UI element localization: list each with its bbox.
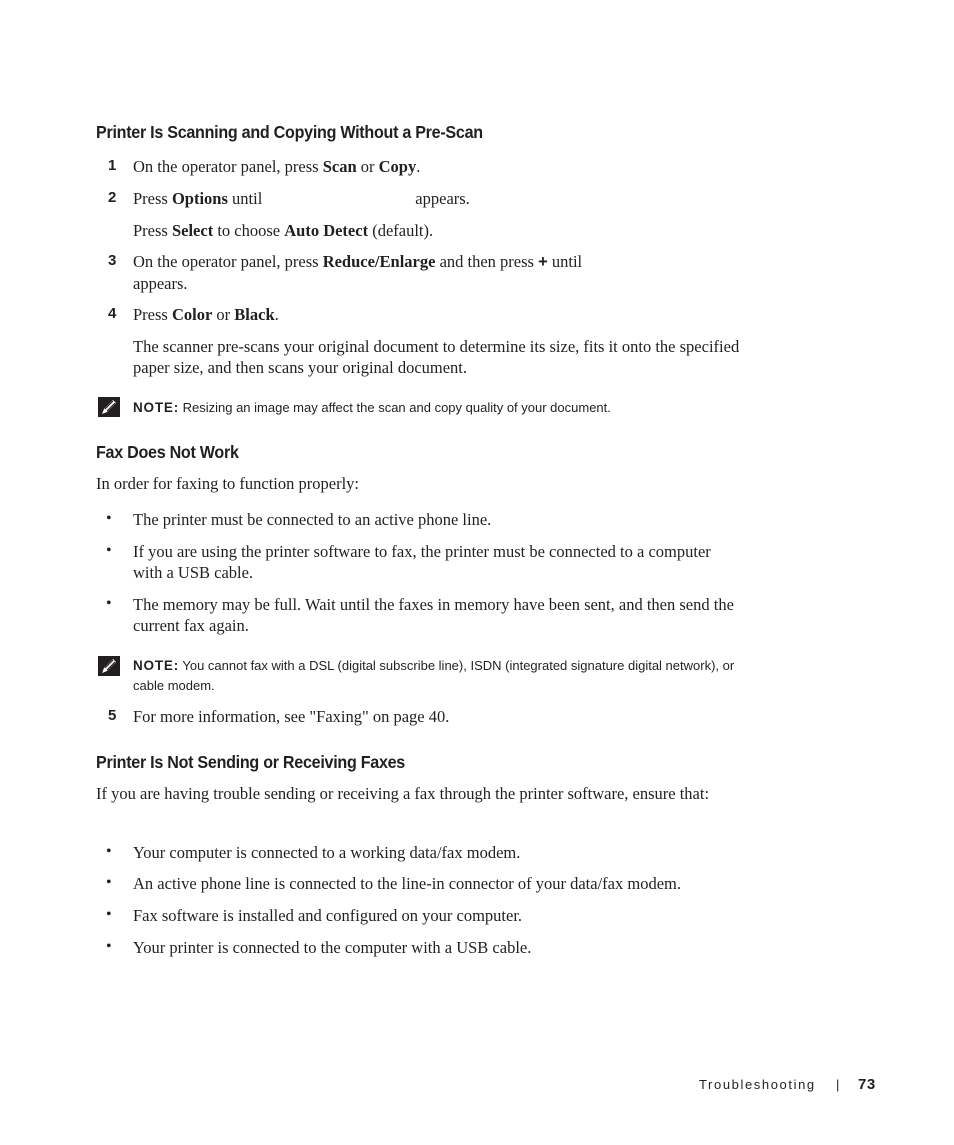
step-number: 3 — [108, 252, 117, 269]
step-2-text: Press Options until appears. — [133, 189, 470, 208]
fax-intro: In order for faxing to function properly: — [96, 474, 360, 493]
page-number: 73 — [858, 1076, 876, 1093]
bullet-mark: • — [106, 510, 112, 527]
section-heading-prescan: Printer Is Scanning and Copying Without a Pre-Scan — [96, 122, 483, 142]
bullet-mark: • — [106, 595, 112, 612]
list-item: If you are using the printer software to fax, the printer must be connected to a computer with a USB cable. — [133, 542, 711, 582]
section-heading-fax: Fax Does Not Work — [96, 442, 239, 462]
step-number: 5 — [108, 707, 117, 724]
list-item: The memory may be full. Wait until the faxes in memory have been sent, and then send the current fax again. — [133, 595, 734, 635]
pencil-note-icon — [98, 656, 120, 676]
list-item: The printer must be connected to an active phone line. — [133, 510, 492, 529]
step-2-select-text: Press Select to choose Auto Detect (default). — [133, 221, 434, 240]
step-4-description: The scanner pre-scans your original document to determine its size, fits it onto the specified paper size, and then scans your original document. — [133, 337, 740, 377]
step-5-text: For more information, see "Faxing" on page 40. — [133, 707, 450, 726]
footer-separator: | — [836, 1077, 840, 1092]
step-3-text: On the operator panel, press Reduce/Enlarge and then press + until appears. — [133, 252, 583, 293]
step-1-text: On the operator panel, press Scan or Copy. — [133, 157, 421, 176]
send-intro: If you are having trouble sending or receiving a fax through the printer software, ensure that: — [96, 784, 710, 803]
note-dsl: NOTE: You cannot fax with a DSL (digital subscribe line), ISDN (integrated signature digital network), or cable modem. — [133, 658, 735, 693]
step-number: 4 — [108, 305, 117, 322]
footer-section-title: Troubleshooting — [699, 1077, 816, 1092]
list-item: Your computer is connected to a working data/fax modem. — [133, 843, 521, 862]
step-number: 2 — [108, 189, 117, 206]
list-item: An active phone line is connected to the line-in connector of your data/fax modem. — [133, 874, 681, 893]
pencil-note-icon — [98, 397, 120, 417]
bullet-mark: • — [106, 542, 112, 559]
bullet-mark: • — [106, 843, 112, 860]
section-heading-send-receive: Printer Is Not Sending or Receiving Faxes — [96, 752, 405, 772]
list-item: Your printer is connected to the computer with a USB cable. — [133, 938, 532, 957]
list-item: Fax software is installed and configured on your computer. — [133, 906, 523, 925]
bullet-mark: • — [106, 874, 112, 891]
step-number: 1 — [108, 157, 117, 174]
note-resizing: NOTE: Resizing an image may affect the scan and copy quality of your document. — [133, 400, 611, 415]
step-4-text: Press Color or Black. — [133, 305, 279, 324]
bullet-mark: • — [106, 906, 112, 923]
bullet-mark: • — [106, 938, 112, 955]
